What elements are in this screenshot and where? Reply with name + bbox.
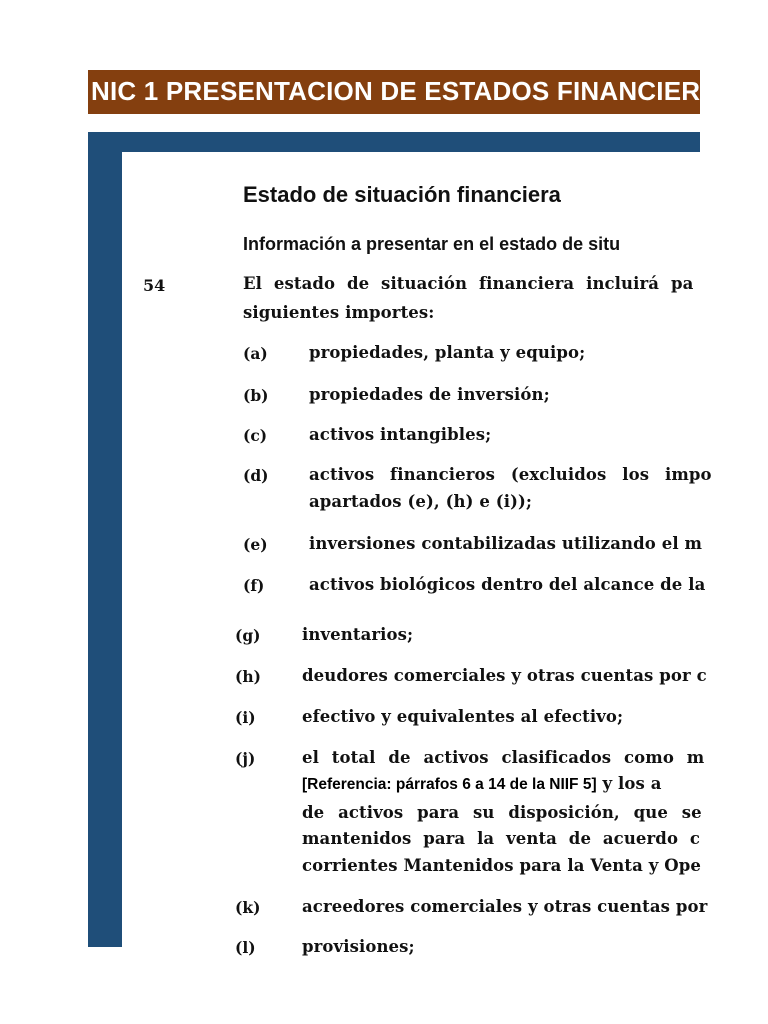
item-label: (g) <box>235 626 261 645</box>
intro-line-2: siguientes importes: <box>243 303 435 322</box>
item-text: activos financieros (excluidos los impo <box>309 465 712 484</box>
item-text: propiedades, planta y equipo; <box>309 343 586 362</box>
item-label: (b) <box>243 386 269 405</box>
niif-reference: [Referencia: párrafos 6 a 14 de la NIIF 5] <box>302 776 597 793</box>
item-text-continued: mantenidos para la venta de acuerdo c <box>302 829 701 848</box>
item-text-continued: y los a <box>596 774 662 793</box>
item-label: (k) <box>235 898 261 917</box>
item-text: inventarios; <box>302 625 414 644</box>
section-heading: Estado de situación financiera <box>243 182 561 207</box>
banner-title: NIC 1 PRESENTACION DE ESTADOS FINANCIEROS <box>91 76 739 106</box>
item-label: (l) <box>235 938 256 957</box>
document-frame <box>88 132 712 957</box>
item-text: activos biológicos dentro del alcance de la <box>309 575 706 594</box>
intro-line-1: El estado de situación financiera incluirá pa <box>243 274 694 293</box>
item-text: efectivo y equivalentes al efectivo; <box>302 707 624 726</box>
section-subheading: Información a presentar en el estado de situ <box>243 234 621 254</box>
item-text-reference-line <box>302 774 662 794</box>
item-label: (c) <box>243 426 268 445</box>
item-label: (j) <box>235 749 256 768</box>
item-text: provisiones; <box>302 937 415 956</box>
item-label: (a) <box>243 344 268 363</box>
paragraph-number: 54 <box>143 276 166 295</box>
item-text: deudores comerciales y otras cuentas por c <box>302 666 707 685</box>
item-text: inversiones contabilizadas utilizando el m <box>309 534 703 553</box>
item-text: el total de activos clasificados como m <box>302 748 705 767</box>
item-label: (f) <box>243 576 265 595</box>
item-label: (h) <box>235 667 261 686</box>
item-text-continued: de activos para su disposición, que se <box>302 803 702 822</box>
item-text: activos intangibles; <box>309 425 492 444</box>
item-label: (e) <box>243 535 268 554</box>
item-text: acreedores comerciales y otras cuentas por <box>302 897 708 916</box>
item-text-continued: corrientes Mantenidos para la Venta y Ope <box>302 856 702 875</box>
item-text: propiedades de inversión; <box>309 385 550 404</box>
item-label: (d) <box>243 466 269 485</box>
title-banner <box>88 70 739 114</box>
document-page <box>122 152 712 957</box>
item-label: (i) <box>235 708 256 727</box>
item-text-continued: apartados (e), (h) e (i)); <box>309 492 533 511</box>
